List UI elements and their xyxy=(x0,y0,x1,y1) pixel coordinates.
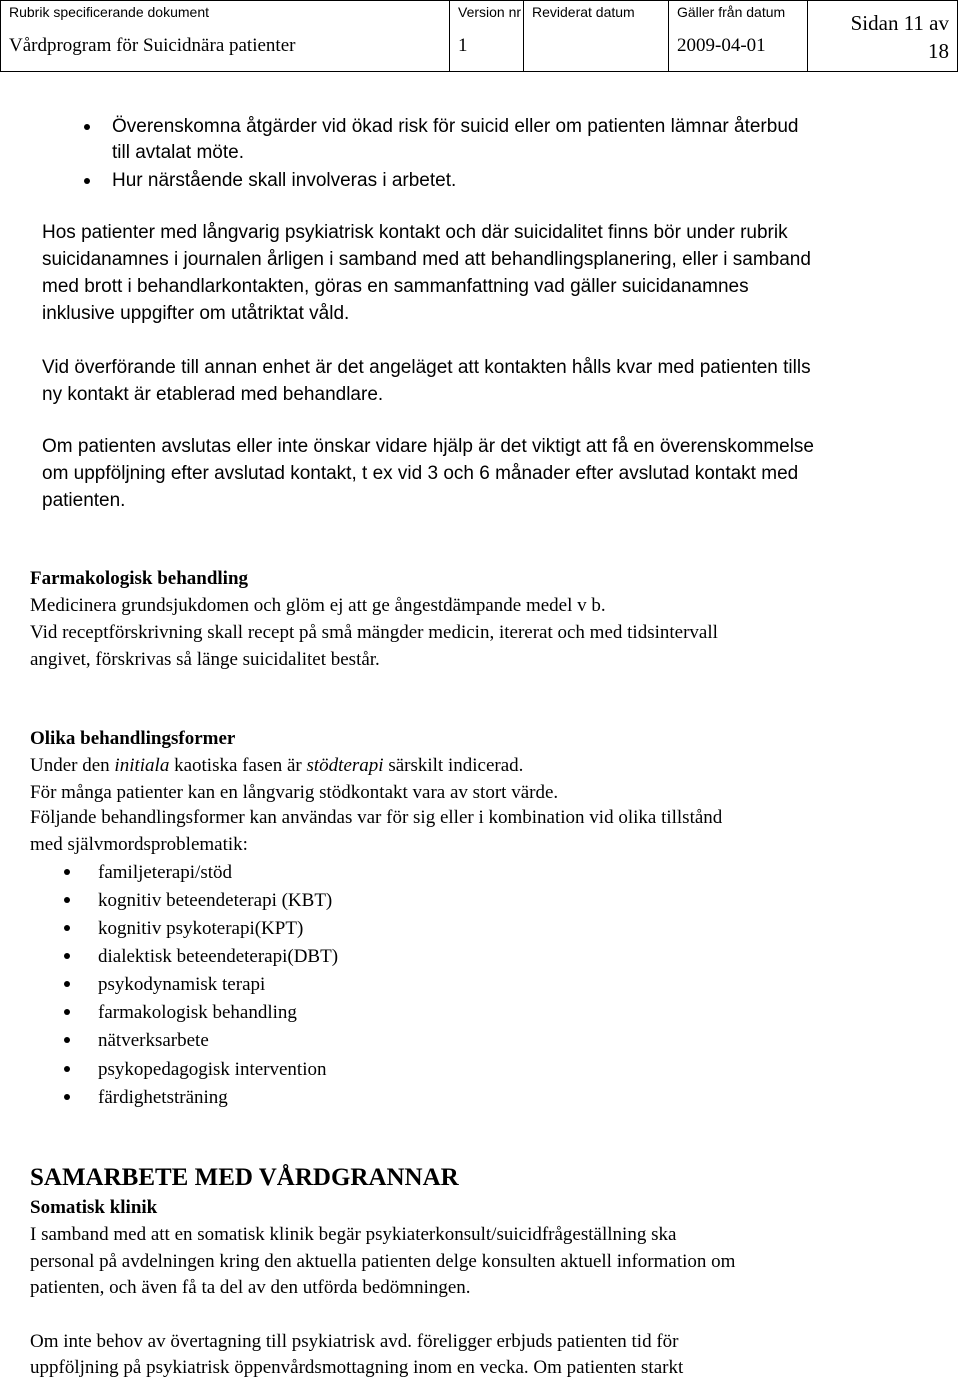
header-version-label: Version nr xyxy=(458,4,522,20)
bullet-text: Överenskomna åtgärder vid ökad risk för suicid eller om patienten lämnar återbud xyxy=(112,116,799,137)
list-item: psykodynamisk terapi xyxy=(98,974,266,995)
paragraph-line: Vid receptförskrivning skall recept på små mängder medicin, itererat och med tidsintervall xyxy=(30,622,718,643)
list-item: färdighetsträning xyxy=(98,1087,228,1108)
paragraph-line: angivet, förskrivas så länge suicidalitet består. xyxy=(30,649,380,670)
header-version-value: 1 xyxy=(458,35,468,56)
list-item: familjeterapi/stöd xyxy=(98,862,233,883)
bullet-dot xyxy=(64,869,70,875)
bullet-dot xyxy=(64,925,70,931)
paragraph-line: I samband med att en somatisk klinik begär psykiaterkonsult/suicidfrågeställning ska xyxy=(30,1224,677,1245)
paragraph-line: Medicinera grundsjukdomen och glöm ej att ge ångestdämpande medel v b. xyxy=(30,595,606,616)
text-run: kaotiska fasen är xyxy=(169,755,307,776)
header-page-cell xyxy=(808,1,957,71)
italic-run: initiala xyxy=(114,755,170,776)
italic-run: stödterapi xyxy=(306,755,384,776)
section-heading-pharmacological: Farmakologisk behandling xyxy=(30,568,249,589)
list-item: farmakologisk behandling xyxy=(98,1002,297,1023)
paragraph-line-mixed xyxy=(30,753,523,779)
paragraph-line: Vid överförande till annan enhet är det angeläget att kontakten hålls kvar med patienten tills xyxy=(42,357,811,378)
bullet-dot xyxy=(64,1009,70,1015)
paragraph-line: uppföljning på psykiatrisk öppenvårdsmottagning inom en vecka. Om patienten starkt xyxy=(30,1357,684,1378)
header-page-total: 18 xyxy=(928,39,949,63)
bullet-dot xyxy=(64,953,70,959)
paragraph-line: suicidanamnes i journalen årligen i samband med att behandlingsplanering, eller i samband xyxy=(42,249,811,270)
paragraph-line: patienten. xyxy=(42,490,126,511)
paragraph-line: Hos patienter med långvarig psykiatrisk kontakt och där suicidalitet finns bör under rubrik xyxy=(42,222,788,243)
bullet-dot xyxy=(64,1094,70,1100)
header-document-title: Vårdprogram för Suicidnära patienter xyxy=(9,35,296,56)
header-version-cell xyxy=(450,1,524,71)
list-item: psykopedagogisk intervention xyxy=(98,1059,327,1080)
list-item: dialektisk beteendeterapi(DBT) xyxy=(98,946,339,967)
paragraph-line: personal på avdelningen kring den aktuella patienten delge konsulten aktuell information om xyxy=(30,1251,736,1272)
bullet-dot xyxy=(64,981,70,987)
paragraph-line: Om inte behov av övertagning till psykiatrisk avd. föreligger erbjuds patienten tid för xyxy=(30,1331,679,1352)
paragraph-line: om uppföljning efter avslutad kontakt, t ex vid 3 och 6 månader efter avslutad kontakt med xyxy=(42,463,799,484)
header-valid-value: 2009-04-01 xyxy=(677,35,766,56)
section-heading-treatment-forms: Olika behandlingsformer xyxy=(30,728,236,749)
header-document-label: Rubrik specificerande dokument xyxy=(9,4,209,20)
bullet-dot xyxy=(64,1037,70,1043)
list-item: kognitiv psykoterapi(KPT) xyxy=(98,918,304,939)
bullet-text: Hur närstående skall involveras i arbetet. xyxy=(112,170,457,191)
paragraph-line: inklusive uppgifter om utåtriktat våld. xyxy=(42,303,350,324)
section-heading-collaboration: SAMARBETE MED VÅRDGRANNAR xyxy=(30,1164,459,1191)
bullet-text: till avtalat möte. xyxy=(112,142,244,163)
paragraph-line: Om patienten avslutas eller inte önskar vidare hjälp är det viktigt att få en överenskommelse xyxy=(42,436,814,457)
paragraph-line: ny kontakt är etablerad med behandlare. xyxy=(42,384,384,405)
header-revised-label: Reviderat datum xyxy=(532,4,635,20)
paragraph-line: Följande behandlingsformer kan användas var för sig eller i kombination vid olika tillstånd xyxy=(30,807,723,828)
header-valid-label: Gäller från datum xyxy=(677,4,786,20)
paragraph-line: med brott i behandlarkontakten, göras en sammanfattning vad gäller suicidanamnes xyxy=(42,276,749,297)
header-document-cell xyxy=(1,1,450,71)
header-revised-cell xyxy=(524,1,669,71)
list-item: nätverksarbete xyxy=(98,1030,209,1051)
document-header xyxy=(0,0,958,72)
paragraph-line: patienten, och även få ta del av den utförda bedömningen. xyxy=(30,1277,471,1298)
list-item: kognitiv beteendeterapi (KBT) xyxy=(98,890,333,911)
header-valid-cell xyxy=(669,1,808,71)
paragraph-line: För många patienter kan en långvarig stödkontakt vara av stort värde. xyxy=(30,782,559,803)
paragraph-line: med självmordsproblematik: xyxy=(30,834,248,855)
bullet-dot xyxy=(84,178,90,184)
header-page-label: Sidan 11 av xyxy=(850,11,949,35)
bullet-dot xyxy=(64,1066,70,1072)
text-run: särskilt indicerad. xyxy=(383,755,524,776)
subheading-somatic-clinic: Somatisk klinik xyxy=(30,1197,158,1218)
bullet-dot xyxy=(64,897,70,903)
text-run: Under den xyxy=(30,755,115,776)
bullet-dot xyxy=(84,124,90,130)
